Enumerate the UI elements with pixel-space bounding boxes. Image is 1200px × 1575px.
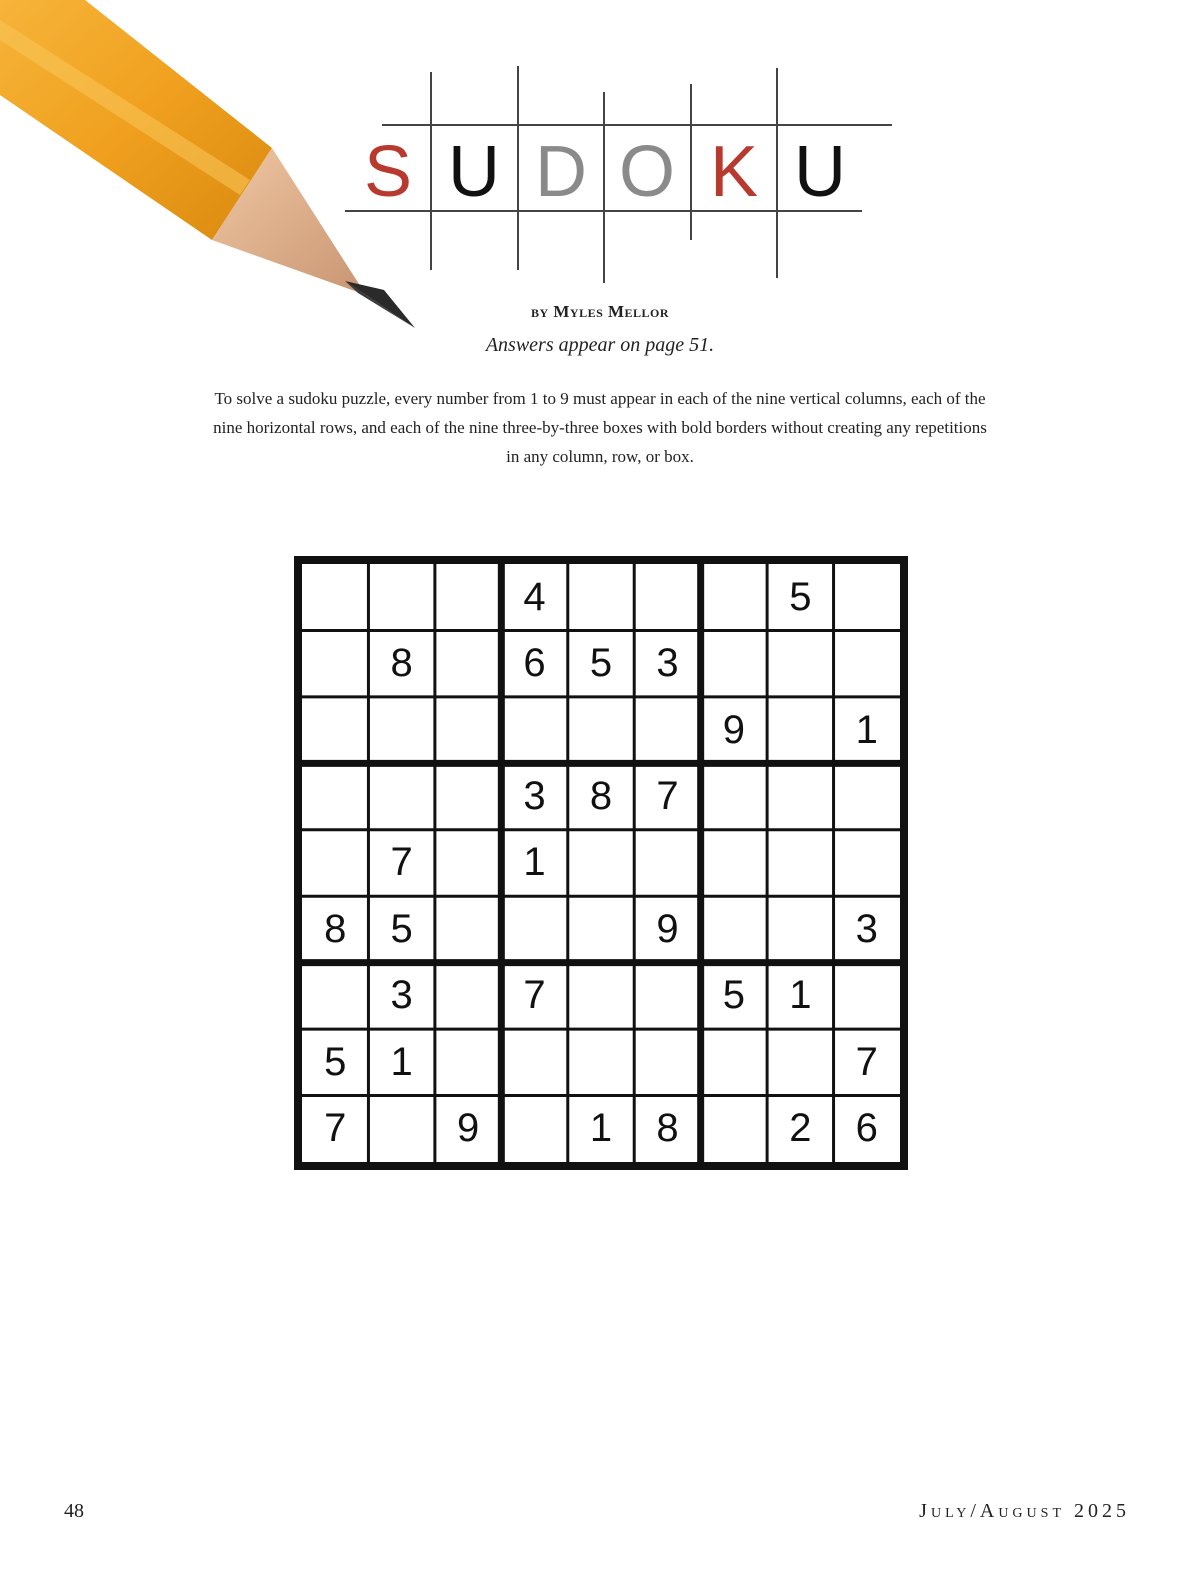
empty-cell[interactable] <box>435 630 501 696</box>
empty-cell[interactable] <box>767 697 833 763</box>
title-letter: K <box>709 132 759 212</box>
empty-cell[interactable] <box>501 1029 567 1095</box>
given-cell: 5 <box>390 906 413 951</box>
page-number: 48 <box>64 1500 84 1522</box>
given-cell: 3 <box>390 973 413 1018</box>
empty-cell[interactable] <box>701 830 767 896</box>
empty-cell[interactable] <box>435 1029 501 1095</box>
empty-cell[interactable] <box>501 896 567 962</box>
given-cell: 7 <box>390 840 413 885</box>
given-cell: 5 <box>722 973 745 1018</box>
given-cell: 8 <box>589 774 613 819</box>
empty-cell[interactable] <box>302 963 368 1029</box>
given-cell: 5 <box>589 641 613 686</box>
empty-cell[interactable] <box>568 697 634 763</box>
given-cell: 3 <box>523 774 546 819</box>
empty-cell[interactable] <box>435 763 501 829</box>
empty-cell[interactable] <box>368 564 434 630</box>
given-cell: 1 <box>789 973 812 1018</box>
empty-cell[interactable] <box>767 630 833 696</box>
title-letter: S <box>363 132 413 212</box>
empty-cell[interactable] <box>767 830 833 896</box>
title-letter: O <box>618 132 675 212</box>
empty-cell[interactable] <box>634 697 700 763</box>
empty-cell[interactable] <box>302 697 368 763</box>
empty-cell[interactable] <box>568 1029 634 1095</box>
empty-cell[interactable] <box>501 1096 567 1162</box>
empty-cell[interactable] <box>834 630 900 696</box>
given-cell: 6 <box>523 641 546 686</box>
given-cell: 3 <box>656 641 679 686</box>
given-cell: 8 <box>324 906 347 951</box>
given-cell: 7 <box>656 774 679 819</box>
given-cell: 1 <box>523 840 546 885</box>
answers-note: Answers appear on page 51. <box>485 334 715 356</box>
empty-cell[interactable] <box>568 896 634 962</box>
empty-cell[interactable] <box>568 564 634 630</box>
empty-cell[interactable] <box>634 1029 700 1095</box>
empty-cell[interactable] <box>701 564 767 630</box>
empty-cell[interactable] <box>302 564 368 630</box>
empty-cell[interactable] <box>834 763 900 829</box>
given-cell: 7 <box>855 1039 878 1084</box>
given-cell: 1 <box>589 1106 613 1151</box>
empty-cell[interactable] <box>368 763 434 829</box>
sudoku-title <box>345 132 865 212</box>
empty-cell[interactable] <box>302 630 368 696</box>
empty-cell[interactable] <box>302 830 368 896</box>
empty-cell[interactable] <box>435 697 501 763</box>
given-cell: 6 <box>855 1106 878 1151</box>
empty-cell[interactable] <box>568 963 634 1029</box>
given-cell: 1 <box>855 707 878 752</box>
empty-cell[interactable] <box>701 630 767 696</box>
empty-cell[interactable] <box>634 564 700 630</box>
sudoku-board <box>294 556 908 1170</box>
empty-cell[interactable] <box>501 697 567 763</box>
given-cell: 7 <box>523 973 546 1018</box>
empty-cell[interactable] <box>368 1096 434 1162</box>
empty-cell[interactable] <box>767 1029 833 1095</box>
instructions: To solve a sudoku puzzle, every number from 1 to 9 must appear in each of the nine vertical columns, each of the nine horizontal rows, and each of the nine three-by-three boxes with bold borders without creating any repetitions in any column, row, or box. <box>213 389 987 466</box>
empty-cell[interactable] <box>368 697 434 763</box>
given-cell: 8 <box>656 1106 679 1151</box>
empty-cell[interactable] <box>701 763 767 829</box>
empty-cell[interactable] <box>435 963 501 1029</box>
empty-cell[interactable] <box>767 896 833 962</box>
empty-cell[interactable] <box>834 830 900 896</box>
title-letter: U <box>448 132 500 212</box>
given-cell: 5 <box>789 574 812 619</box>
given-cell: 8 <box>390 641 413 686</box>
empty-cell[interactable] <box>634 963 700 1029</box>
empty-cell[interactable] <box>701 896 767 962</box>
empty-cell[interactable] <box>435 564 501 630</box>
issue-date: July/August 2025 <box>919 1500 1130 1522</box>
empty-cell[interactable] <box>568 830 634 896</box>
empty-cell[interactable] <box>701 1096 767 1162</box>
given-cell: 9 <box>456 1106 480 1151</box>
empty-cell[interactable] <box>701 1029 767 1095</box>
empty-cell[interactable] <box>302 763 368 829</box>
empty-cell[interactable] <box>634 830 700 896</box>
given-cell: 3 <box>855 906 878 951</box>
empty-cell[interactable] <box>834 963 900 1029</box>
given-cell: 9 <box>656 906 679 951</box>
title-letter: D <box>535 132 587 212</box>
given-cell: 9 <box>722 707 745 752</box>
given-cell: 2 <box>789 1106 812 1151</box>
board-cells <box>302 564 900 1162</box>
given-cell: 4 <box>523 574 546 619</box>
title-letter: U <box>794 132 846 212</box>
empty-cell[interactable] <box>435 896 501 962</box>
empty-cell[interactable] <box>834 564 900 630</box>
empty-cell[interactable] <box>435 830 501 896</box>
given-cell: 7 <box>324 1106 347 1151</box>
given-cell: 1 <box>390 1039 413 1084</box>
given-cell: 5 <box>324 1039 347 1084</box>
byline: by Myles Mellor <box>530 302 670 321</box>
empty-cell[interactable] <box>767 763 833 829</box>
